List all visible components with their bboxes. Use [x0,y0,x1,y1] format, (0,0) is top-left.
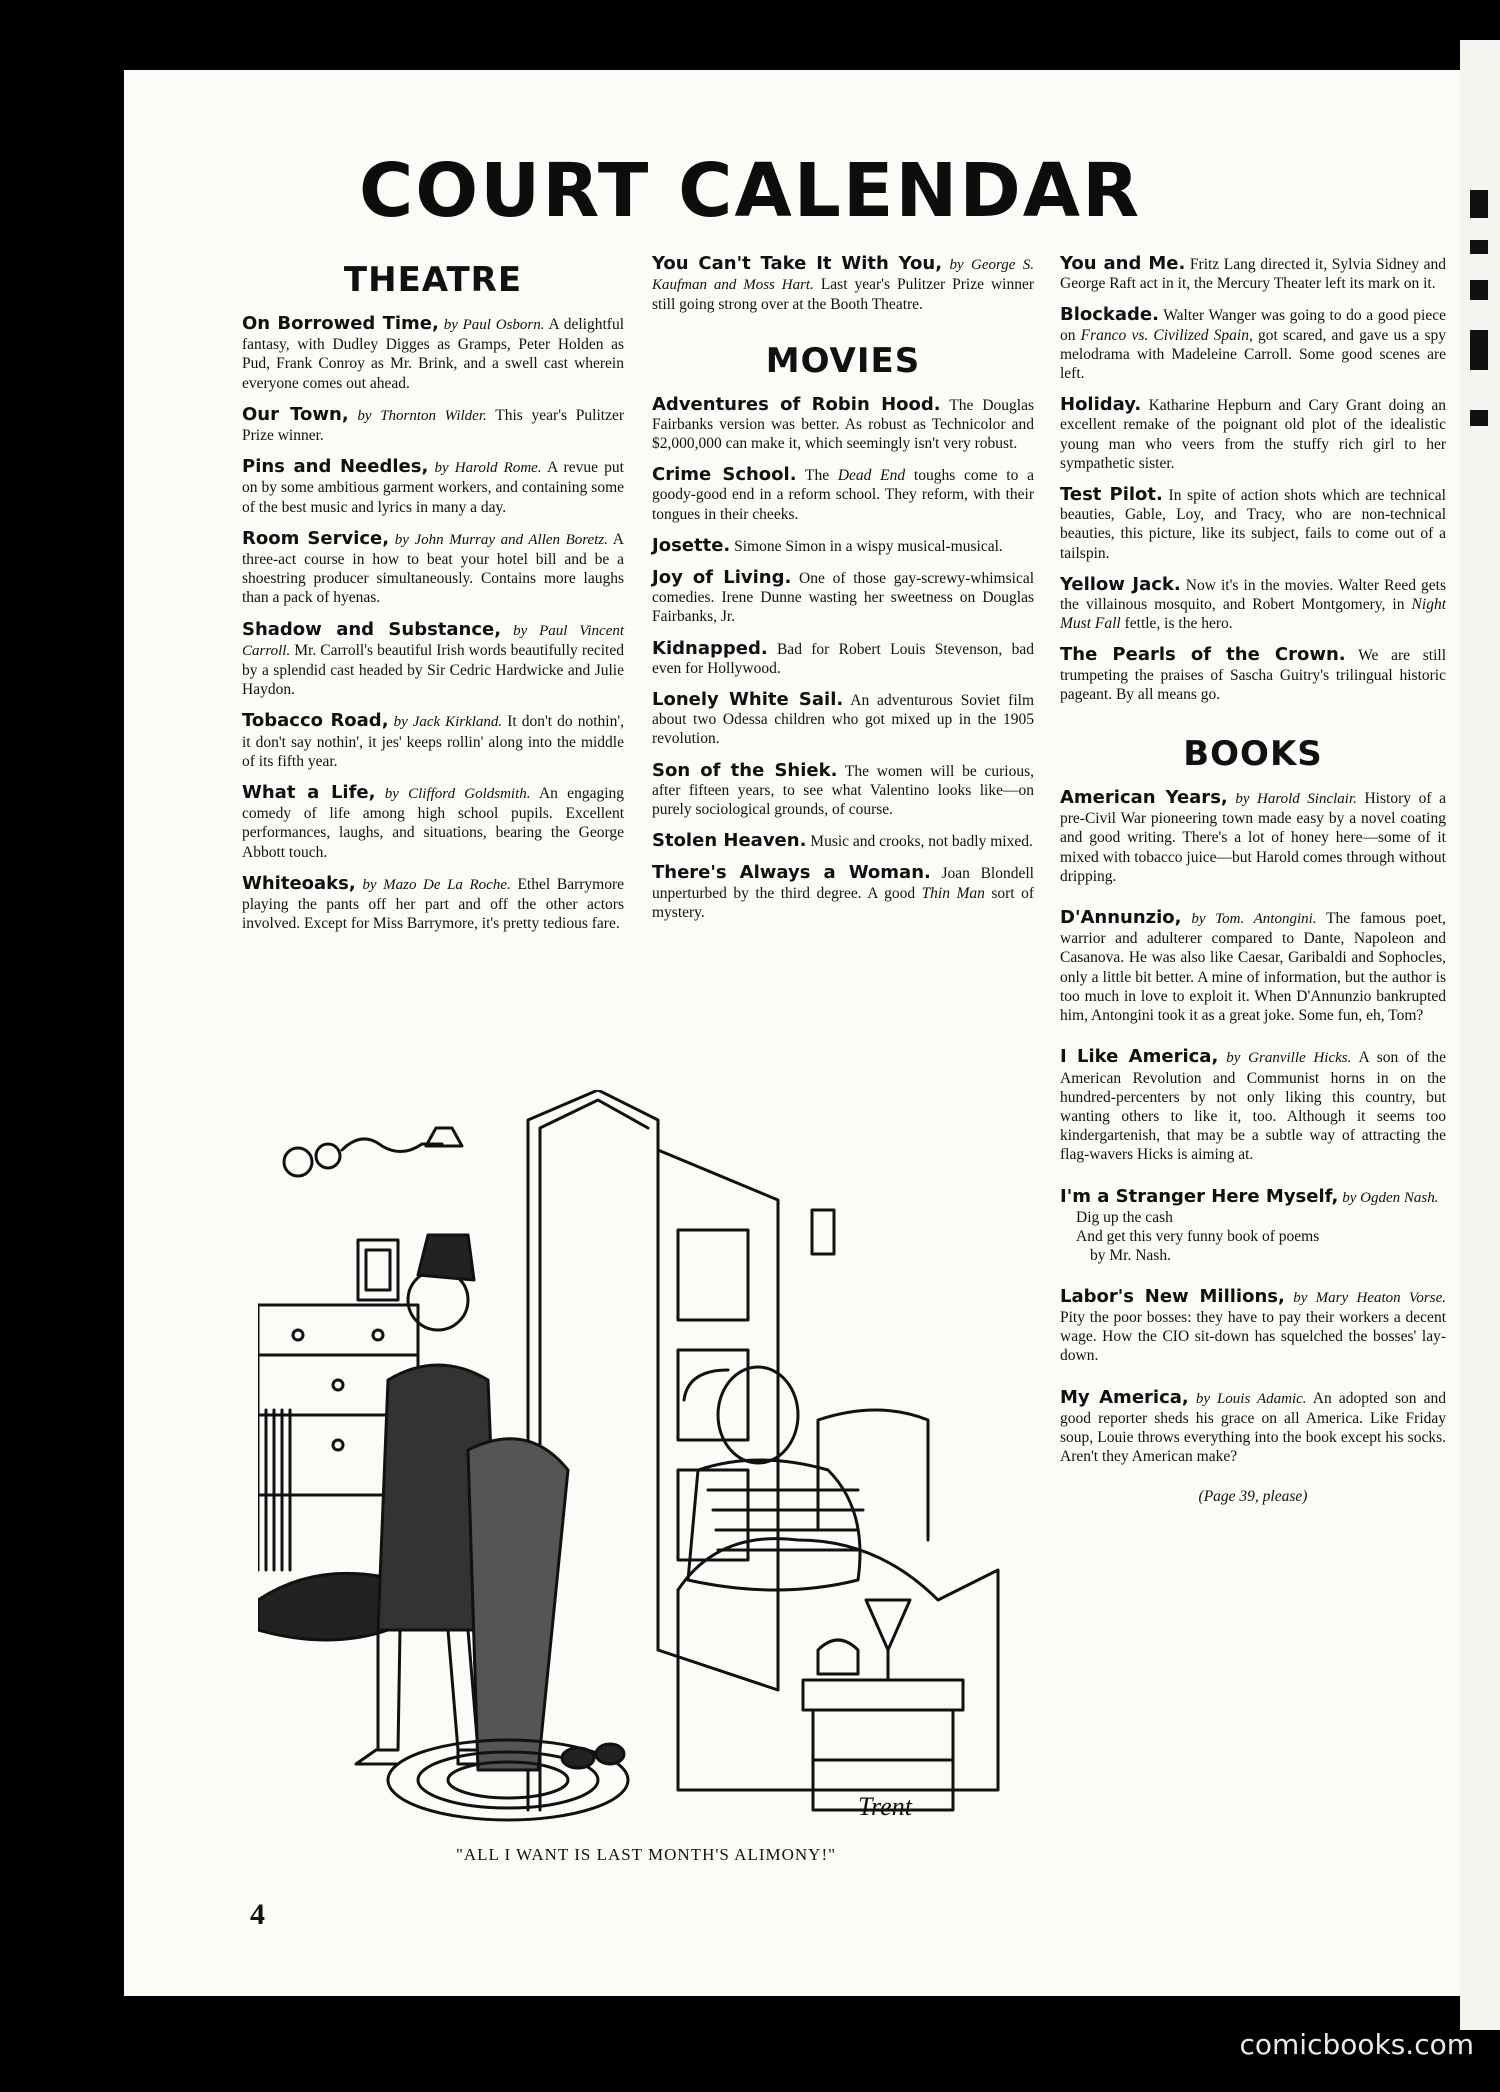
cartoon-caption: "ALL I WANT IS LAST MONTH'S ALIMONY!" [455,1845,837,1864]
book-entry: Labor's New Millions, by Mary Heaton Vorse. Pity the poor bosses: they have to pay their workers a decent wage. How the CIO sit-down has squelched the bosses' lay-down. [1060,1285,1446,1365]
movie-entry: Kidnapped. Bad for Robert Louis Stevenson, bad even for Hollywood. [652,637,1034,677]
continued-note: (Page 39, please) [1198,1488,1308,1506]
theatre-entry: Room Service, by John Murray and Allen Boretz. A three-act course in how to beat your hotel bill and be a shoestring producer simultaneously. Contains more laughs than a pack of hyenas. [242,527,624,607]
book-entry: American Years, by Harold Sinclair. History of a pre-Civil War pioneering town made easy by a novel coating and good writing. There's a lot of honey here—some of it mixed with tobacco juice—but Harold comes through without dripping. [1060,787,1447,885]
movies-heading: MOVIES [765,340,921,381]
book-entry: D'Annunzio, by Tom. Antongini. The famous poet, warrior and adulterer compared to Dante, Napoleon and Casanova. He was also like Caesar, Garibaldi and Sophocles, only a little bit better. A mine of information, but the author is too much in love to exploit it. When D'Annunzio bankrupted him, Antongini took it as a great joke. Some fun, eh, Tom? [1060,907,1446,1025]
movie-entry: Crime School. The Dead End toughs come to a goody-good end in a reform school. They reform, with their tongues in their cheeks. [652,464,1034,523]
movie-entry: Adventures of Robin Hood. The Douglas Fairbanks version was better. As robust as Technicolor and $2,000,000 can make it, which seemingly isn't very robust. [652,393,1034,453]
movie-entry: Test Pilot. In spite of action shots which are technical beauties, Gable, Loy, and Tracy, who are non-technical beauties, this picture, like its subject, fails to come out of a tailspin. [1060,484,1446,562]
theatre-entry: On Borrowed Time, by Paul Osborn. A delightful fantasy, with Dudley Digges as Gramps, Peter Holden as Pud, Frank Conroy as Mr. Brink, and a swell cast wherein everyone comes out ahead. [242,313,625,392]
books-heading: BOOKS [1183,734,1323,775]
movie-entry: There's Always a Woman. Joan Blondell unperturbed by the third degree. A good Thin Man sort of mystery. [652,862,1034,921]
theatre-entry: Pins and Needles, by Harold Rome. A revue put on by some ambitious garment workers, and containing some of the best music and lyrics in many a day. [242,456,624,516]
movies-books-column [1060,254,1446,1506]
theatre-entry: Our Town, by Thornton Wilder. This year's Pulitzer Prize winner. [242,403,624,445]
movie-entry: The Pearls of the Crown. We are still trumpeting the praises of Sascha Guitry's trilingual historic pageant. By all means go. [1060,644,1447,703]
theatre-column [242,252,624,945]
book-entry: I'm a Stranger Here Myself, by Ogden Nash. Dig up the cash And get this very funny book of poems by Mr. Nash. [1060,1187,1446,1265]
movie-entry: Stolen Heaven. Music and crooks, not badly mixed. [652,830,1033,852]
movie-entry: Son of the Shiek. The women will be curious, after fifteen years, to see what Valentino looks like—on purely sociological grounds, of course. [652,759,1034,819]
page-number: 4 [250,1898,265,1931]
watermark: comicbooks.com [1239,2028,1474,2061]
theatre-entry: Whiteoaks, by Mazo De La Roche. Ethel Barrymore playing the pants off her part and off the other actors involved. Except for Miss Barrymore, it's pretty tedious fare. [242,872,624,933]
poem: Dig up the cash And get this very funny book of poems by Mr. Nash. [1076,1208,1320,1264]
book-entry: I Like America, by Granville Hicks. A son of the American Revolution and Communist horns in on the hundred-percenters by not only liking this country, but wanting others to like it, too. Although it seems too kindergartenish, that may be a subtle way of attracting the flag-wavers Hicks is aiming at. [1060,1046,1446,1164]
adjacent-page-edge [1460,40,1500,2030]
theatre-heading: THEATRE [343,260,523,300]
movie-entry: Holiday. Katharine Hepburn and Cary Grant doing an excellent remake of the poignant old plot of the idealistic young man who veers from the stuffy rich girl to her sympathetic sister. [1060,394,1446,472]
theatre-entry: Shadow and Substance, by Paul Vincent Carroll. Mr. Carroll's beautiful Irish words beautifully recited by a splendid cast headed by Sir Cedric Hardwicke and Julie Haydon. [242,618,625,699]
movie-entry: You and Me. Fritz Lang directed it, Sylvia Sidney and George Raft act in it, the Mercury Theater left its mark on it. [1060,253,1446,293]
movie-entry: Yellow Jack. Now it's in the movies. Walter Reed gets the villainous mosquito, and Robert Montgomery, in Night Must Fall fettle, is the hero. [1060,573,1446,633]
movie-entry: Joy of Living. One of those gay-screwy-whimsical comedies. Irene Dunne wasting her sweetness on Douglas Fairbanks, Jr. [652,567,1035,626]
cartoonist-signature: Trent [858,1792,912,1821]
page-title: COURT CALENDAR [358,148,1142,234]
book-entry: My America, by Louis Adamic. An adopted son and good reporter sheds his grace on all America. Like Friday soup, Louie throws everything into the book except his socks. Aren't they American make? [1060,1386,1446,1466]
movie-entry: Lonely White Sail. An adventurous Soviet film about two Odessa children who got mixed up in the 1905 revolution. [652,689,1035,748]
movie-entry: Josette. Simone Simon in a wispy musical-musical. [652,534,1003,556]
movies-column [652,254,1034,934]
theatre-entry: You Can't Take It With You, by George S. Kaufman and Moss Hart. Last year's Pulitzer Prize winner still going strong over at the Booth Theatre. [652,253,1035,314]
theatre-entry: Tobacco Road, by Jack Kirkland. It don't do nothin', it don't say nothin', it jes' keeps rollin' along into the middle of its fifth year. [242,710,625,770]
theatre-entry: What a Life, by Clifford Goldsmith. An engaging comedy of life among high school pupils. Excellent performances, laughs, and situations, bearing the George Abbott touch. [242,782,625,861]
movie-entry: Blockade. Walter Wanger was going to do a good piece on Franco vs. Civilized Spain, got scared, and gave us a spy melodrama with Madeleine Carroll. Some good scenes are left. [1060,304,1446,383]
cartoon-illustration [258,1090,1034,1830]
